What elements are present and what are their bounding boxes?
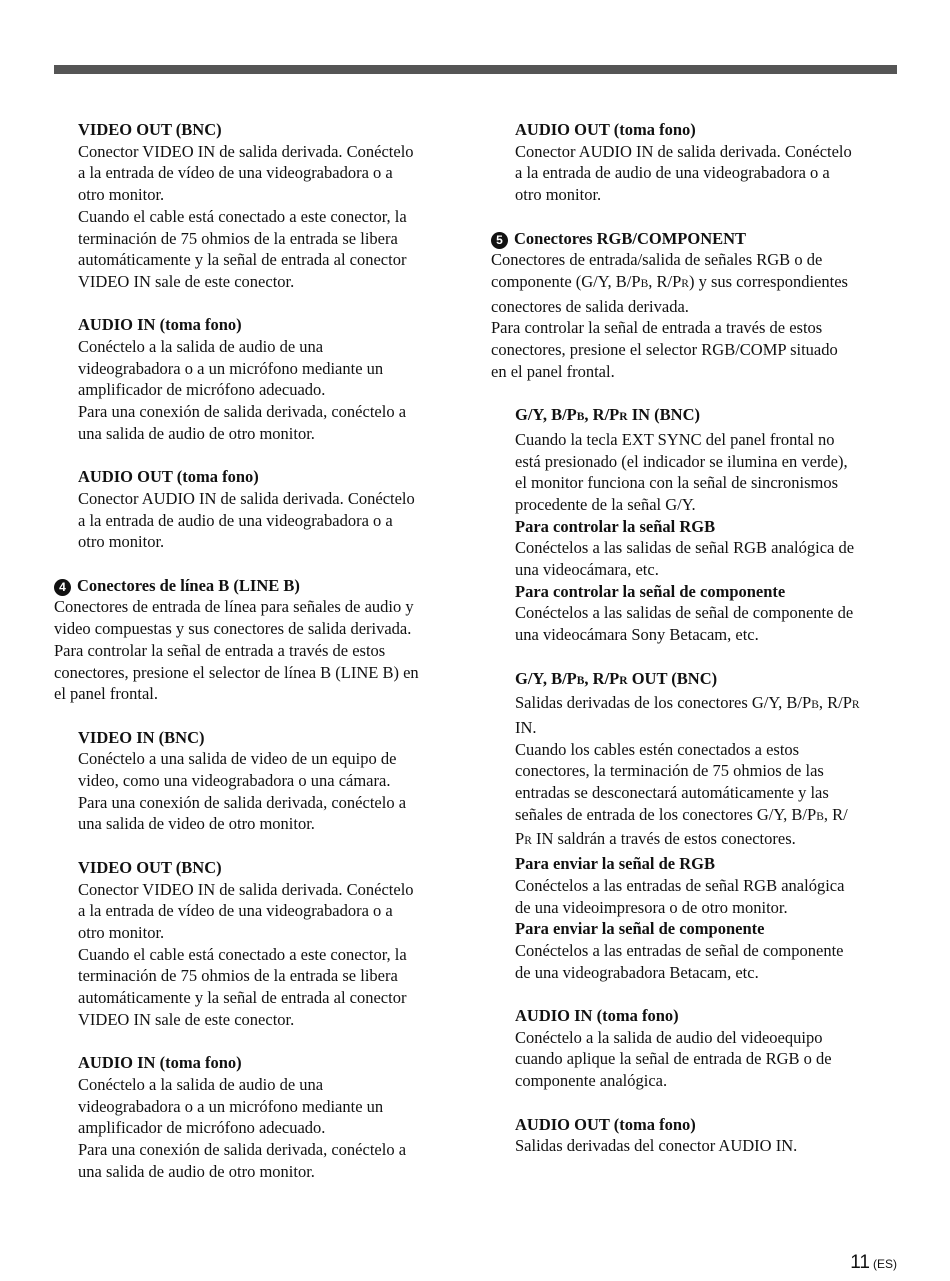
video-in-section	[54, 727, 474, 836]
body-line: de una videograbadora Betacam, etc.	[515, 962, 759, 982]
body-line: videograbadora o a un micrófono mediante un	[78, 1096, 384, 1116]
subsection-heading: Para controlar la señal de componente	[515, 581, 786, 601]
body-line: Para controlar la señal de entrada a través de estos	[491, 318, 823, 338]
body-line: de una videoimpresora o de otro monitor.	[515, 897, 788, 917]
body-line: una salida de audio de otro monitor.	[78, 423, 315, 443]
body-line: terminación de 75 ohmios de la entrada se libera	[78, 228, 398, 248]
language-code: (ES)	[873, 1257, 897, 1271]
body-line: conectores, presione el selector RGB/COMP situado	[491, 340, 838, 360]
body-line: Cuando la tecla EXT SYNC del panel frontal no	[515, 429, 835, 449]
body-line: amplificador de micrófono adecuado.	[78, 380, 326, 400]
body-line: Conector VIDEO IN de salida derivada. Conéctelo	[78, 879, 414, 899]
body-line: Para una conexión de salida derivada, conéctelo a	[78, 1139, 407, 1159]
section-heading: 4 Conectores de línea B (LINE B)	[54, 575, 474, 597]
body-line: Conectores de entrada de línea para señales de audio y	[54, 597, 414, 617]
section-number-badge: 5	[491, 232, 508, 249]
body-line: automáticamente y la señal de entrada al conector	[78, 250, 407, 270]
subsection-heading: Para enviar la señal de RGB	[515, 854, 715, 874]
body-line: Cuando el cable está conectado a este conector, la	[78, 944, 407, 964]
video-out-section	[54, 857, 474, 1031]
body-line: Conéctelo a la salida de audio de una	[78, 1074, 324, 1094]
body-line: a la entrada de vídeo de una videograbadora o a	[78, 163, 393, 183]
body-line: está presionado (el indicador se ilumina en verde),	[515, 451, 848, 471]
body-line: IN.	[515, 717, 537, 737]
section-heading: 5 Conectores RGB/COMPONENT	[491, 228, 901, 250]
section-heading: AUDIO IN (toma fono)	[515, 1006, 679, 1026]
body-line: conectores, presione el selector de línea B (LINE B) en	[54, 662, 419, 682]
section-heading: VIDEO OUT (BNC)	[78, 120, 222, 139]
body-line: una salida de video de otro monitor.	[78, 814, 315, 834]
gbr-in-section	[491, 404, 901, 646]
body-line: a la entrada de audio de una videograbadora o a	[515, 163, 830, 183]
body-line: a la entrada de audio de una videograbadora o a	[78, 510, 393, 530]
body-line: componente analógica.	[515, 1071, 668, 1091]
body-line: otro monitor.	[78, 922, 165, 942]
gbr-out-section	[491, 668, 901, 984]
section-heading: AUDIO IN (toma fono)	[78, 1053, 242, 1073]
left-column	[54, 119, 474, 1182]
body-line: conectores, la terminación de 75 ohmios de las	[515, 761, 824, 781]
body-line: una videocámara Sony Betacam, etc.	[515, 625, 759, 645]
body-line: Cuando el cable está conectado a este conector, la	[78, 206, 407, 226]
section-number-badge: 4	[54, 579, 71, 596]
section-heading: AUDIO IN (toma fono)	[78, 315, 242, 335]
body-line: Conéctelos a las salidas de señal de componente de	[515, 603, 854, 623]
body-line: otro monitor.	[515, 185, 602, 205]
body-line: Conéctelos a las entradas de señal de componente	[515, 940, 844, 960]
body-line: PR IN saldrán a través de estos conectores.	[515, 829, 796, 849]
section-heading: AUDIO OUT (toma fono)	[515, 1114, 696, 1134]
section-heading: AUDIO OUT (toma fono)	[515, 120, 696, 139]
header-rule	[54, 65, 897, 74]
body-line: Conéctelos a las salidas de señal RGB analógica de	[515, 538, 855, 558]
body-line: en el panel frontal.	[491, 361, 615, 381]
body-line: Salidas derivadas del conector AUDIO IN.	[515, 1136, 798, 1156]
body-line: conectores de salida derivada.	[491, 296, 689, 316]
audio-out-section	[491, 1114, 901, 1157]
page-number: 11 (ES)	[850, 1252, 897, 1273]
body-line: Salidas derivadas de los conectores G/Y, B/PB, R/PR	[515, 693, 860, 713]
body-line: cuando aplique la señal de entrada de RGB o de	[515, 1049, 832, 1069]
body-line: videograbadora o a un micrófono mediante un	[78, 358, 384, 378]
right-column	[491, 119, 901, 1157]
audio-in-section	[54, 314, 474, 444]
body-line: otro monitor.	[78, 532, 165, 552]
section-heading: VIDEO IN (BNC)	[78, 727, 205, 747]
rgb-component-section	[491, 228, 901, 383]
video-out-section	[54, 119, 474, 293]
body-line: Conectores de entrada/salida de señales RGB o de	[491, 250, 823, 270]
body-line: Conéctelos a las entradas de señal RGB analógica	[515, 875, 845, 895]
section-heading: G/Y, B/PB, R/PR IN (BNC)	[515, 405, 700, 425]
section-heading: AUDIO OUT (toma fono)	[78, 467, 259, 487]
body-line: amplificador de micrófono adecuado.	[78, 1118, 326, 1138]
body-line: VIDEO IN sale de este conector.	[78, 1009, 295, 1029]
body-line: automáticamente y la señal de entrada al conector	[78, 988, 407, 1008]
body-line: señales de entrada de los conectores G/Y, B/PB, R/	[515, 804, 848, 824]
body-line: a la entrada de vídeo de una videograbadora o a	[78, 901, 393, 921]
body-line: Conector AUDIO IN de salida derivada. Conéctelo	[515, 141, 852, 161]
audio-in-section	[54, 1052, 474, 1182]
line-b-section	[54, 575, 474, 705]
body-line: procedente de la señal G/Y.	[515, 494, 696, 514]
subsection-heading: Para enviar la señal de componente	[515, 919, 765, 939]
audio-out-section	[54, 466, 474, 553]
body-line: el panel frontal.	[54, 684, 158, 704]
body-line: el monitor funciona con la señal de sincronismos	[515, 473, 839, 493]
body-line: Para una conexión de salida derivada, conéctelo a	[78, 792, 407, 812]
body-line: entradas se desconectará automáticamente y las	[515, 783, 829, 803]
body-line: una salida de audio de otro monitor.	[78, 1161, 315, 1181]
audio-out-section	[491, 119, 901, 206]
body-line: Cuando los cables estén conectados a estos	[515, 739, 800, 759]
subsection-heading: Para controlar la señal RGB	[515, 516, 716, 536]
audio-in-section	[491, 1005, 901, 1092]
section-heading: G/Y, B/PB, R/PR OUT (BNC)	[515, 668, 718, 688]
body-line: VIDEO IN sale de este conector.	[78, 271, 295, 291]
body-line: Para controlar la señal de entrada a través de estos	[54, 640, 386, 660]
body-line: video, como una videograbadora o una cámara.	[78, 771, 391, 791]
body-line: Conéctelo a una salida de video de un equipo de	[78, 749, 397, 769]
section-heading: VIDEO OUT (BNC)	[78, 857, 222, 877]
body-line: Conector VIDEO IN de salida derivada. Conéctelo	[78, 141, 414, 161]
body-line: Conéctelo a la salida de audio de una	[78, 337, 324, 357]
body-line: Para una conexión de salida derivada, conéctelo a	[78, 402, 407, 422]
body-line: Conector AUDIO IN de salida derivada. Conéctelo	[78, 488, 415, 508]
body-line: video compuestas y sus conectores de salida derivada.	[54, 619, 412, 639]
body-line: terminación de 75 ohmios de la entrada se libera	[78, 966, 398, 986]
body-line: Conéctelo a la salida de audio del videoequipo	[515, 1027, 823, 1047]
body-line: otro monitor.	[78, 185, 165, 205]
body-line: una videocámara, etc.	[515, 560, 659, 580]
body-line: componente (G/Y, B/PB, R/PR) y sus correspondientes	[491, 271, 848, 291]
